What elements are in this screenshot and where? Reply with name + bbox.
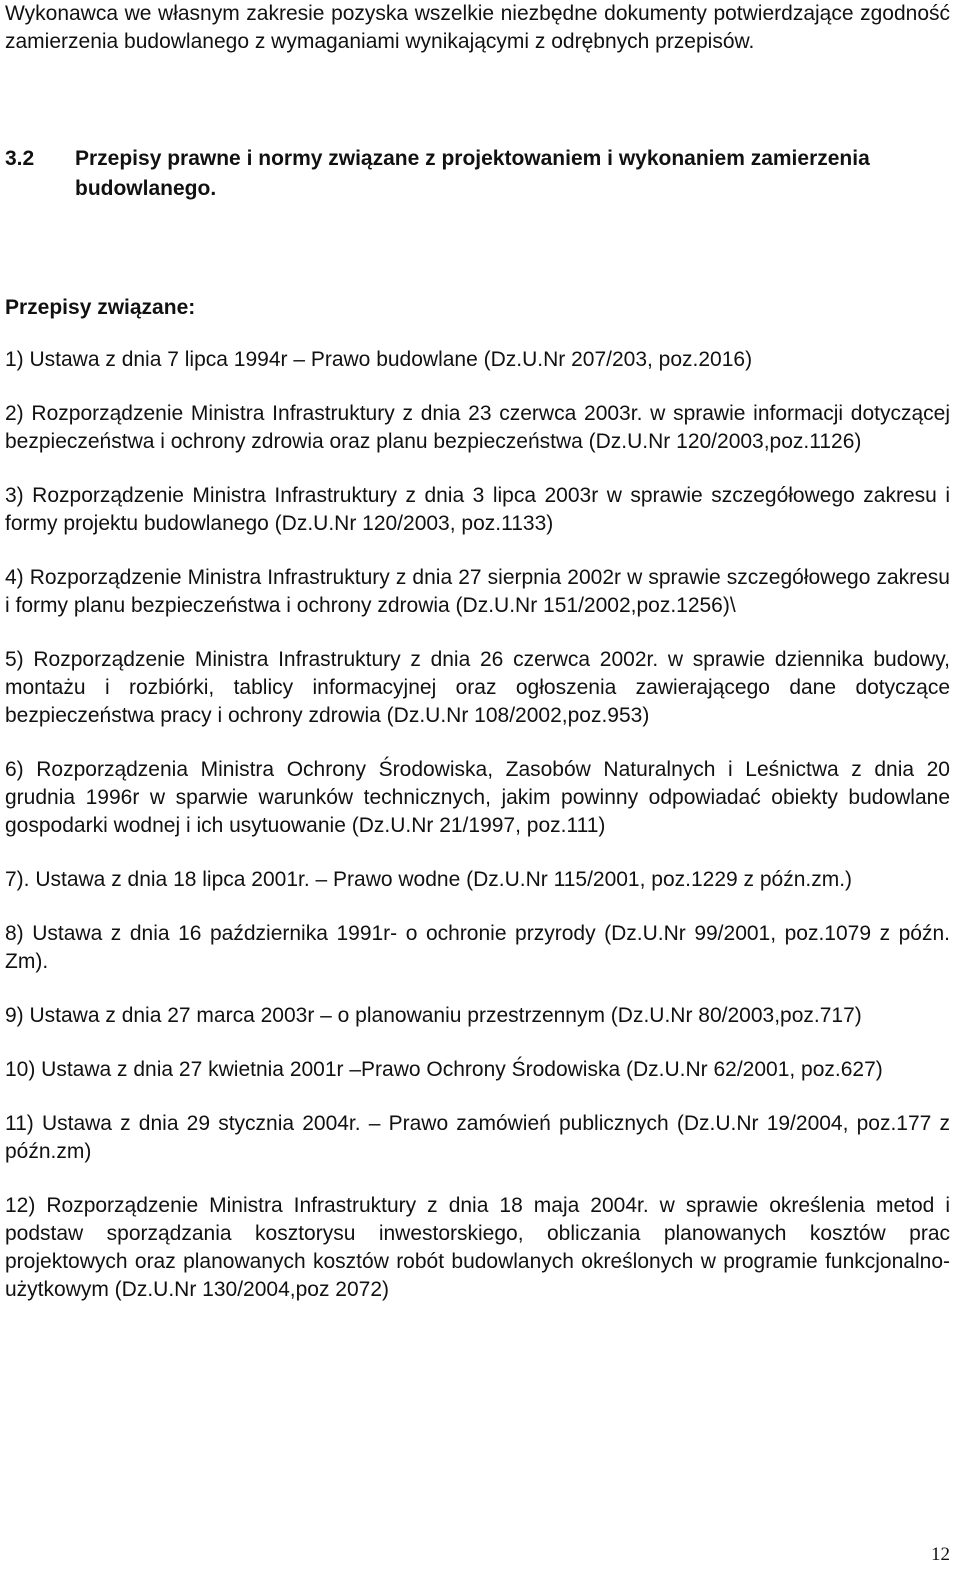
section-number: 3.2 — [5, 147, 35, 170]
page-number: 12 — [931, 1544, 950, 1565]
section-heading-continuation — [5, 174, 950, 204]
regulation-item: 7). Ustawa z dnia 18 lipca 2001r. – Prawo wodne (Dz.U.Nr 115/2001, poz.1229 z późn.zm.) — [5, 868, 853, 891]
regulation-item: 8) Ustawa z dnia 16 października 1991r- o ochronie przyrody (Dz.U.Nr 99/2001, poz.1079 z późn. Zm). — [5, 922, 950, 973]
section-heading — [5, 144, 950, 174]
section-title-continuation: budowlanego. — [75, 177, 217, 200]
section-title: Przepisy prawne i normy związane z projektowaniem i wykonaniem zamierzenia — [75, 147, 870, 170]
related-regulations-heading: Przepisy związane: — [5, 296, 196, 319]
regulation-item: 5) Rozporządzenie Ministra Infrastruktury z dnia 26 czerwca 2002r. w sprawie dziennika budowy, montażu i rozbiórki, tablicy informacyjnej oraz ogłoszenia zawierającego dane dotyczące bezpieczeństwa pracy i ochrony zdrowia (Dz.U.Nr 108/2002,poz.953) — [5, 648, 950, 727]
regulation-item: 3) Rozporządzenie Ministra Infrastruktury z dnia 3 lipca 2003r w sprawie szczegółowego zakresu i formy projektu budowlanego (Dz.U.Nr 120/2003, poz.1133) — [5, 484, 950, 535]
document-page — [5, 0, 950, 1304]
intro-paragraph: Wykonawca we własnym zakresie pozyska wszelkie niezbędne dokumenty potwierdzające zgodność zamierzenia budowlanego z wymaganiami wynikającymi z odrębnych przepisów. — [5, 2, 950, 53]
regulation-item: 2) Rozporządzenie Ministra Infrastruktury z dnia 23 czerwca 2003r. w sprawie informacji dotyczącej bezpieczeństwa i ochrony zdrowia oraz planu bezpieczeństwa (Dz.U.Nr 120/2003,poz.1126) — [5, 402, 950, 453]
regulation-item: 4) Rozporządzenie Ministra Infrastruktury z dnia 27 sierpnia 2002r w sprawie szczegółowego zakresu i formy planu bezpieczeństwa i ochrony zdrowia (Dz.U.Nr 151/2002,poz.1256)\ — [5, 566, 950, 617]
regulation-item: 6) Rozporządzenia Ministra Ochrony Środowiska, Zasobów Naturalnych i Leśnictwa z dnia 20 grudnia 1996r w sparwie warunków technicznych, jakim powinny odpowiadać obiekty budowlane gospodarki wodnej i ich usytuowanie (Dz.U.Nr 21/1997, poz.111) — [5, 758, 950, 837]
regulation-item: 9) Ustawa z dnia 27 marca 2003r – o planowaniu przestrzennym (Dz.U.Nr 80/2003,poz.717) — [5, 1004, 862, 1027]
regulation-item: 11) Ustawa z dnia 29 stycznia 2004r. – Prawo zamówień publicznych (Dz.U.Nr 19/2004, poz.177 z późn.zm) — [5, 1112, 950, 1163]
regulation-item: 1) Ustawa z dnia 7 lipca 1994r – Prawo budowlane (Dz.U.Nr 207/203, poz.2016) — [5, 348, 753, 371]
regulation-item: 12) Rozporządzenie Ministra Infrastruktury z dnia 18 maja 2004r. w sprawie określenia metod i podstaw sporządzania kosztorysu inwestorskiego, obliczania planowanych kosztów prac projektowych oraz planowanych kosztów robót budowlanych określonych w programie funkcjonalno-użytkowym (Dz.U.Nr 130/2004,poz 2072) — [5, 1194, 950, 1301]
regulation-item: 10) Ustawa z dnia 27 kwietnia 2001r –Prawo Ochrony Środowiska (Dz.U.Nr 62/2001, poz.627) — [5, 1058, 883, 1081]
